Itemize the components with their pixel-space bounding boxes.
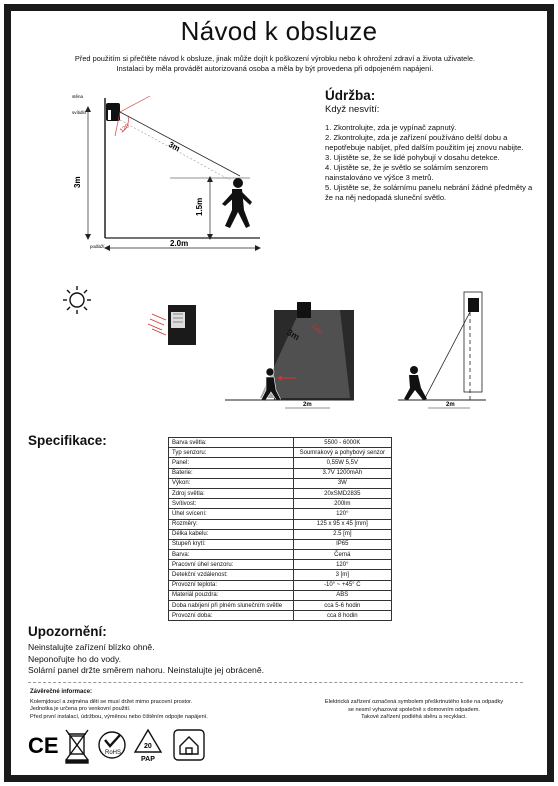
spec-row [169,539,392,549]
spec-value: 200lm [293,499,391,509]
spec-key: Úhel svícení: [169,509,294,519]
page-title: Návod k obsluze [180,16,378,46]
spec-key: Výkon: [169,478,294,488]
maintenance-section [325,88,535,203]
spec-row [169,560,392,570]
spec-value: 2.5 [m] [293,529,391,539]
rohs-icon [99,732,125,758]
spec-key: Doba nabíjení při plném slunečním světle [169,601,294,611]
spec-key: Stupeň krytí: [169,539,294,549]
recycle-line: Elektrická zařízení označená symbolem přeškrtnutého koše na odpadky [324,699,504,705]
spec-row [169,468,392,478]
spec-key: Materiál pouzdra: [169,590,294,600]
spec-key: Délka kabelu: [169,529,294,539]
spec-key: Panel: [169,458,294,468]
spec-key: Typ senzoru: [169,448,294,458]
maintenance-item: 3. Ujistěte se, že se lidé pohybují v dosahu detekce. [325,153,500,162]
installation-diagram [70,88,315,258]
spec-row [169,478,392,488]
spec-value: cca 5-6 hodin [293,601,391,611]
spec-value: 120° [293,509,391,519]
spec-value: ABS [293,590,391,600]
walking-person-icon [222,178,252,228]
spec-key: Pracovní úhel senzoru: [169,560,294,570]
intro-line: Před použitím si přečtěte návod k obsluze, jinak může dojít k poškození výrobku nebo k ohrožení zdraví a života uživatele. [74,54,476,63]
spec-row [169,550,392,560]
spec-row [169,438,392,448]
spec-row [169,611,392,621]
spec-row [169,529,392,539]
person-height-label: 1.5m [195,197,204,216]
spec-value: 120° [293,560,391,570]
warning-section [28,624,428,677]
spec-key: Provozní doba: [169,611,294,621]
spec-row [169,458,392,468]
svg-text:PAP: PAP [141,756,155,763]
spec-key: Rozměry: [169,519,294,529]
recycle-line: Takové zařízení podléhá sběru a recyklaci. [361,714,467,721]
compliance-icons [28,726,218,764]
spec-key: Baterie: [169,468,294,478]
row-distance-label: 3m [285,327,302,343]
pap-recycling-icon [135,730,161,763]
spec-row [169,488,392,498]
spec-row [169,448,392,458]
maintenance-item: 4. Ujistěte se, že je světlo se solárním senzorem nainstalováno ve výšce 3 metrů. [325,163,488,182]
spec-value: 3 [m] [293,570,391,580]
spec-row [169,580,392,590]
maintenance-item: 1. Zkontrolujte, zda je vypínač zapnutý. [325,123,457,132]
crossed-bin-icon [66,730,88,763]
final-info [30,689,280,721]
floor-distance-label: 2.0m [170,239,189,248]
ground-distance-1: 2m [303,402,312,408]
warning-heading: Upozornění: [28,624,107,639]
warning-line: Neponořujte ho do vody. [28,653,122,664]
recycling-note [300,699,528,722]
spec-key: Zdroj světla: [169,488,294,498]
final-line: Kolemjdoucí a zejména děti se musí držet mimo pracovní prostor. [30,698,193,705]
final-line: Před první instalací, údržbou, výměnou nebo čištěním odpojte napájení. [30,713,208,720]
spec-row [169,601,392,611]
spec-key: Barva: [169,550,294,560]
intro-line: Instalaci by měla provádět autorizovaná osoba a měla by být provedena při odpojeném napájení. [116,64,434,73]
usage-illustrations [0,282,540,412]
spec-row [169,590,392,600]
maintenance-item: 5. Ujistěte se, že solárnímu panelu nebrání žádné předměty a že na něj nedopadá sluneční světlo. [325,183,533,202]
maintenance-subheading: Když nesvítí: [325,104,380,115]
maintenance-list [325,123,535,203]
sunlight-arrows [148,314,166,335]
warning-line: Neinstalujte zařízení blízko ohně. [28,642,155,652]
intro-text [30,54,520,74]
spec-row [169,499,392,509]
spec-value: 3.7V 1200mAh [293,468,391,478]
spec-value: 125 x 95 x 45 [mm] [293,519,391,529]
spec-key: Detekční vzdálenost: [169,570,294,580]
floor-label: podlaží [90,244,105,249]
distance-label: 3m [167,139,182,154]
height-label: 3m [73,176,82,188]
spec-value: cca 8 hodin [293,611,391,621]
warning-line: Solární panel držte směrem nahoru. Neinstalujte jej obráceně. [28,665,264,675]
spec-value: 0,55W 5,5V [293,458,391,468]
lamp-label: svítidlo [72,110,87,115]
indoor-use-icon [174,730,204,760]
spec-key: Svítivost: [169,499,294,509]
angle-label: 120 [119,123,131,135]
spec-value: Černá [293,550,391,560]
spec-value: 3W [293,478,391,488]
specs-table [168,437,392,621]
final-heading: Závěrečné informace: [30,689,93,695]
ground-distance-2: 2m [446,402,455,408]
ce-mark: CE [28,733,59,758]
maintenance-heading: Údržba: [325,88,376,103]
maintenance-item: 2. Zkontrolujte, zda je zařízení používáno delší dobu a nepotřebuje nabíjet, před dalším použitím jej znovu nabijte. [325,133,524,152]
spec-value: -10° ~ +45° C [293,580,391,590]
spec-key: Barva světla: [169,438,294,448]
row-angle-label: 120° [310,323,324,337]
final-line: Jednotka je určena pro venkovní použití. [30,706,131,713]
recycle-line: se nesmí vyhazovat společně s domovním odpadem. [348,706,480,713]
spec-value: Soumrakový a pohybový senzor [293,448,391,458]
spec-value: 20xSMD2835 [293,488,391,498]
spec-value: 5500 - 6000K [293,438,391,448]
spec-value: IP65 [293,539,391,549]
spec-row [169,519,392,529]
spec-row [169,570,392,580]
running-person-icon [404,366,427,400]
sun-icon [63,286,91,314]
specs-heading: Specifikace: [28,433,107,448]
svg-text:RoHS: RoHS [105,750,122,756]
svg-text:20: 20 [144,743,152,750]
spec-row [169,509,392,519]
spec-key: Provozní teplota: [169,580,294,590]
wall-label: stěna [72,94,84,99]
divider [28,682,523,683]
